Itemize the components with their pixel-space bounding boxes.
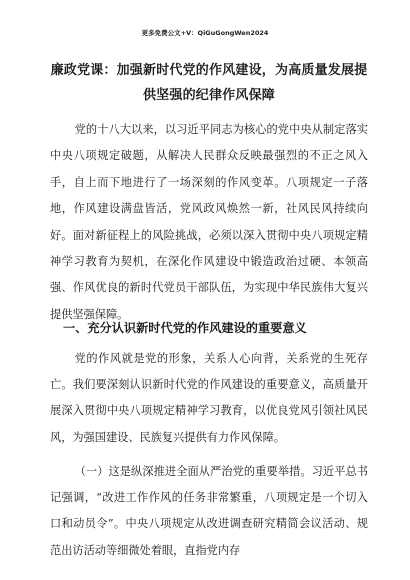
section-heading: 一、充分认识新时代党的作风建设的重要意义 <box>63 321 307 335</box>
body-paragraph: 党的作风就是党的形象，关系人心向背，关系党的生死存亡。我们要深刻认识新时代党的作风建设的重要意义，高质量开展深入贯彻中央八项规定精神学习教育，以优良党风引领社风民风，为强国建设、民族复兴提供有力作风保障。 <box>50 352 368 444</box>
header-note: 更多免费公文+V：QiGuGongWen2024 <box>141 29 269 37</box>
body-paragraph-subsection: （一）这是纵深推进全面从严治党的重要举措。习近平总书记强调，“改进工作作风的任务非常繁重，八项规定是一个切入口和动员令”。中央八项规定从改进调查研究精简会议活动、规范出访活动等细微处着眼，直指党内存 <box>50 465 368 557</box>
document-title: 廉政党课：加强新时代党的作风建设，为高质量发展提供坚强的纪律作风保障 <box>50 63 368 103</box>
intro-paragraph: 党的十八大以来，以习近平同志为核心的党中央从制定落实中央八项规定破题，从解决人民群众反映最强烈的不正之风入手，自上而下地进行了一场深刻的作风变革。八项规定一子落地，作风建设满盘皆活，党风政风焕然一新，社风民风持续向好。面对新征程上的风险挑战，必须以深入贯彻中央八项规定精神学习教育为契机，在深化作风建设中锻造政治过硬、本领高强、作风优良的新时代党员干部队伍，为实现中华民族伟大复兴提供坚强保障。 <box>50 123 368 321</box>
